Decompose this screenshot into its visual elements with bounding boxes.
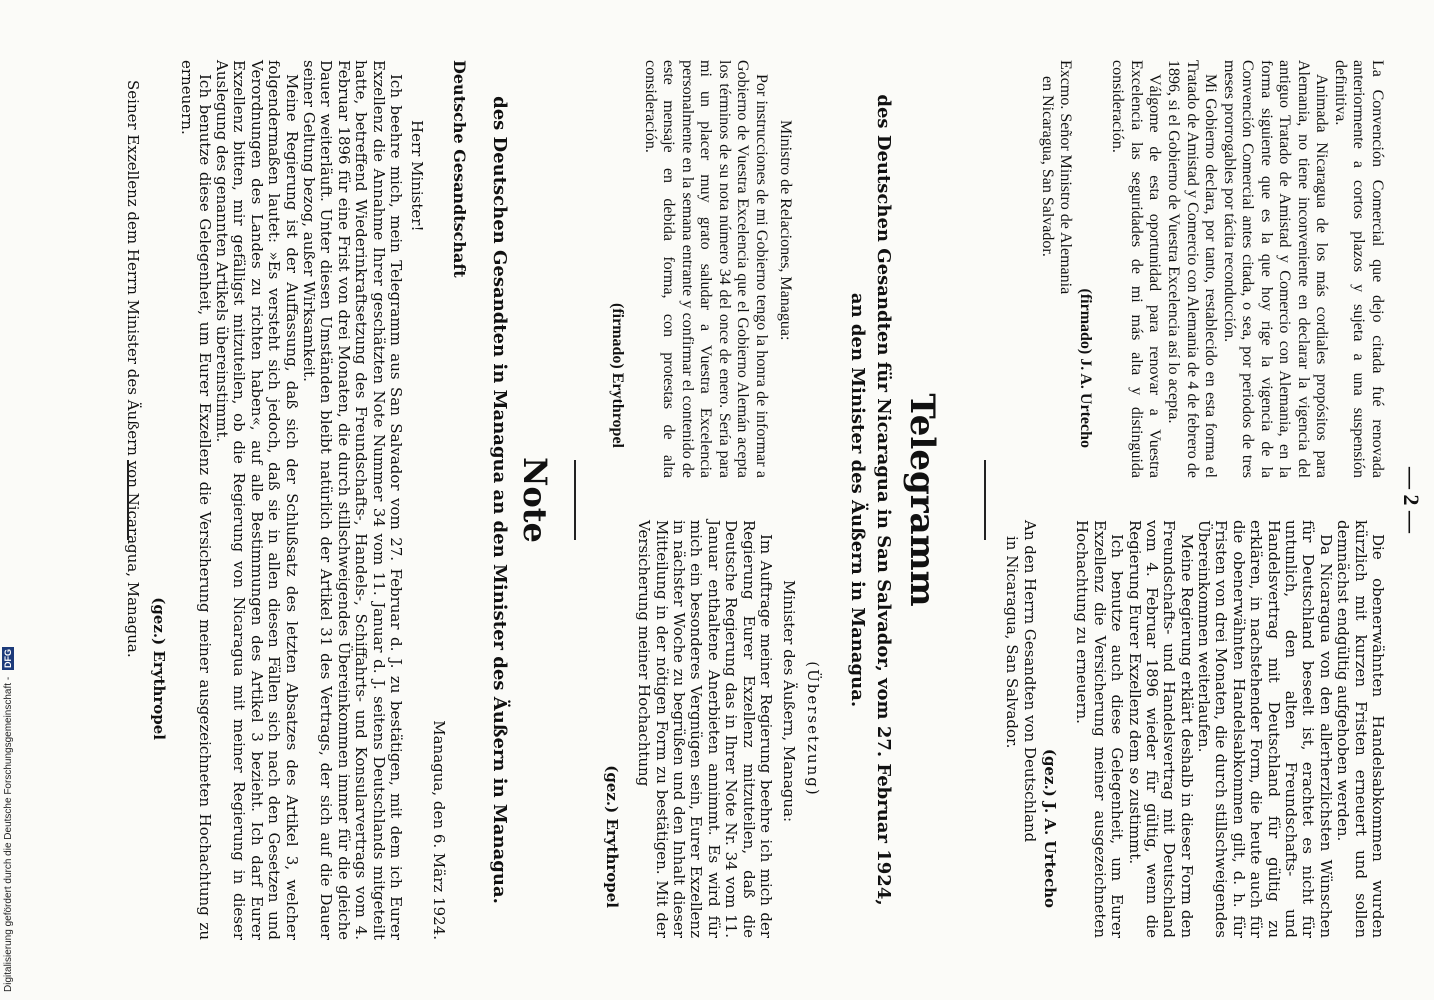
section-divider [574,460,576,540]
german-paragraph: Da Nicaragua von den allerherzlichsten Wünschen für Deutschland beseelt ist, erachtet es nicht für untunlich, den alten Freundschafts- und Handelsvertrag mit Deutschland für gültig zu erklären, in nachstehender Form, die heute auch für die obenerwähnten Handelsabkommen gilt, d. h. für Fristen von drei Monaten, die durch stillschweigendes Übereinkommen weiterlaufen. [1195,520,1335,938]
note-paragraph: Ich beehre mich, mein Telegramm aus San Salvador vom 27. Februar d. J. zu bestätigen, mit dem ich Eurer Exzellenz die Annahme Ihrer geschätzten Note Nummer 34 vom 11. Januar d. J. seitens Deutschlands mitgeteilt hatte, betreffend Wiederinkraftsetzung des Freundschafts-, Handels-, Schiffahrts- und Konsularvertrags vom 4. Februar 1896 für eine Frist von drei Monaten, die durch stillschweigendes Übereinkommen immer für die gleiche Dauer weiterläuft. Unter diesen Umständen bleibt natürlich der Artikel 31 des Vertrags, der sich auf die Dauer seiner Geltung bezog, außer Wirksamkeit. [300,60,405,940]
spanish-note-column [1038,60,1386,478]
section-divider [127,460,129,540]
note-signature: (gez.) Erythropel [149,597,168,740]
german-paragraph: Meine Regierung erklärt deshalb in dieser Form den Freundschafts- und Handelsvertrag mit Deutschland vom 4. Februar 1896 wieder für gültig, wenn die Regierung Eurer Exzellenz dem so zustimmt. [1125,520,1196,938]
credit-text: Digitalisierung gefördert durch die Deutsche Forschungsgemeinschaft - [3,676,14,992]
spanish-address-line: en Nicaragua, San Salvador. [1038,76,1056,257]
german-telegram-paragraph: Im Auftrage meiner Regierung beehre ich mich der Regierung Eurer Exzellenz mitzuteilen, daß die Deutsche Regierung das in Ihrer Note Nr. 34 vom 11. Januar enthaltene Anerbieten annimmt. Es wird für mich ein besonderes Vergnügen sein, Eurer Exzellenz in nächster Woche zu begrüßen und den Inhalt dieser Mitteilung in der nötigen Form zu bestätigen. Mit der Versicherung meiner Hochachtung [635,520,775,938]
note-paragraph: Meine Regierung ist der Auffassung, daß sich der Schlußsatz des letzten Absatzes des Artikel 3, welcher folgendermaßen lautet: »Es versteht sich jedoch, daß sie in allen diesen Fällen sich nach den Gesetzen und Verordnungen des Landes zu richten haben«, auf alle Bestimmungen des Artikel 3 bezieht. Ich darf Eurer Exzellenz bitten, mir gefälligst mitzuteilen, ob die Regierung von Nicaragua mit meiner Regierung in dieser Auslegung des genannten Artikels übereinstimmt. [213,60,301,940]
dfg-logo: DFG [3,649,13,669]
telegram-subheading: des Deutschen Gesandten für Nicaragua in San Salvador, vom 27. Februar 1924, [873,94,894,906]
note-body [124,60,469,940]
note-address: Seiner Exzellenz dem Herrn Minister des Äußern von Nicaragua, Managua. [123,80,142,658]
page-number: — 2 — [1399,467,1424,533]
german-paragraph: Ich benutze auch diese Gelegenheit, um Eurer Exzellenz die Versicherung meiner ausgezeichneten Hochachtung zu erneuern. [1073,520,1127,938]
telegram-subheading: an den Minister des Äußern in Managua. [847,292,868,708]
spanish-signature: (firmado) J. A. Urtecho [1076,288,1094,448]
spanish-paragraph: Animada Nicaragua de los más cordiales propósitos para Alemania, no tiene inconveniente en declarar la vigencia del antiguo Tratado de Amistad y Comercio con Alemania, en la forma siguiente que es la que hoy rige la vigencia de la Convención Comercial antes citada, o sea, por periodos de tres meses prorrogables por tácita reconducción. [1220,60,1331,478]
german-paragraph: Die obenerwähnten Handelsabkommen wurden kürzlich mit kurzen Fristen erneuert und sollen demnächst endgültig aufgehoben werden. [1334,520,1387,938]
spanish-paragraph: Válgome de esta oportunidad para renovar a Vuestra Excelencia las seguridades de mi más alta y distinguida consideración. [1109,60,1164,478]
spanish-telegram-column [608,60,794,478]
note-heading: Note [516,457,554,543]
spanish-paragraph: Mi Gobierno declara, por tanto, restablecido en esta forma el Tratado de Amistad y Comercio con Alemania de 4 de febrero de 1896, si el Gobierno de Vuestra Excelencia así lo acepta. [1164,60,1220,478]
german-address-line: An den Herrn Gesandten von Deutschland [1020,520,1039,843]
section-divider [984,460,986,540]
german-note-column [1003,520,1386,938]
german-address-line: in Nicaragua, San Salvador. [1002,536,1021,749]
telegram-heading: Telegramm [902,393,942,607]
spanish-telegram-signature: (firmado) Erythropel [609,302,627,448]
spanish-telegram-paragraph: Por instrucciones de mi Gobierno tengo la honra de informar a Gobierno de Vuestra Excelencia que el Gobierno Alemán acepta los términos de su nota número 34 del once de enero. Sería para mi un placer muy grato saludar a Vuestra Excelencia personalmente en la semana entrante y confirmar el contenido de este mensaje en debida forma, con protestas de alta consideración. [641,60,770,478]
translation-label: (Übersetzung) [804,661,822,797]
spanish-telegram-address: Ministro de Relaciones, Managua: [777,120,794,341]
note-sender: Deutsche Gesandtschaft [450,60,469,278]
german-signature: (gez.) J. A. Urtecho [1040,748,1059,908]
note-date: Managua, den 6. März 1924. [430,720,448,940]
note-paragraph: Ich benutze diese Gelegenheit, um Eurer Exzellenz die Versicherung meiner ausgezeichneten Hochachtung zu erneuern. [178,60,214,940]
note-subheading: des Deutschen Gesandten in Managua an den Minister des Äußern in Managua. [489,96,510,904]
german-telegram-signature: (gez.) Erythropel [602,765,621,908]
german-telegram-address: Minister des Äußern, Managua: [780,580,798,823]
spanish-address-line: Excmo. Señor Ministro de Alemania [1056,60,1074,295]
note-salutation: Herr Minister! [408,120,426,232]
spanish-paragraph: La Convención Comercial que dejo citada fué renovada anteriormente a cortos plazos y sujeta a una suspensión definitiva. [1331,60,1386,478]
german-telegram-column [603,520,822,938]
